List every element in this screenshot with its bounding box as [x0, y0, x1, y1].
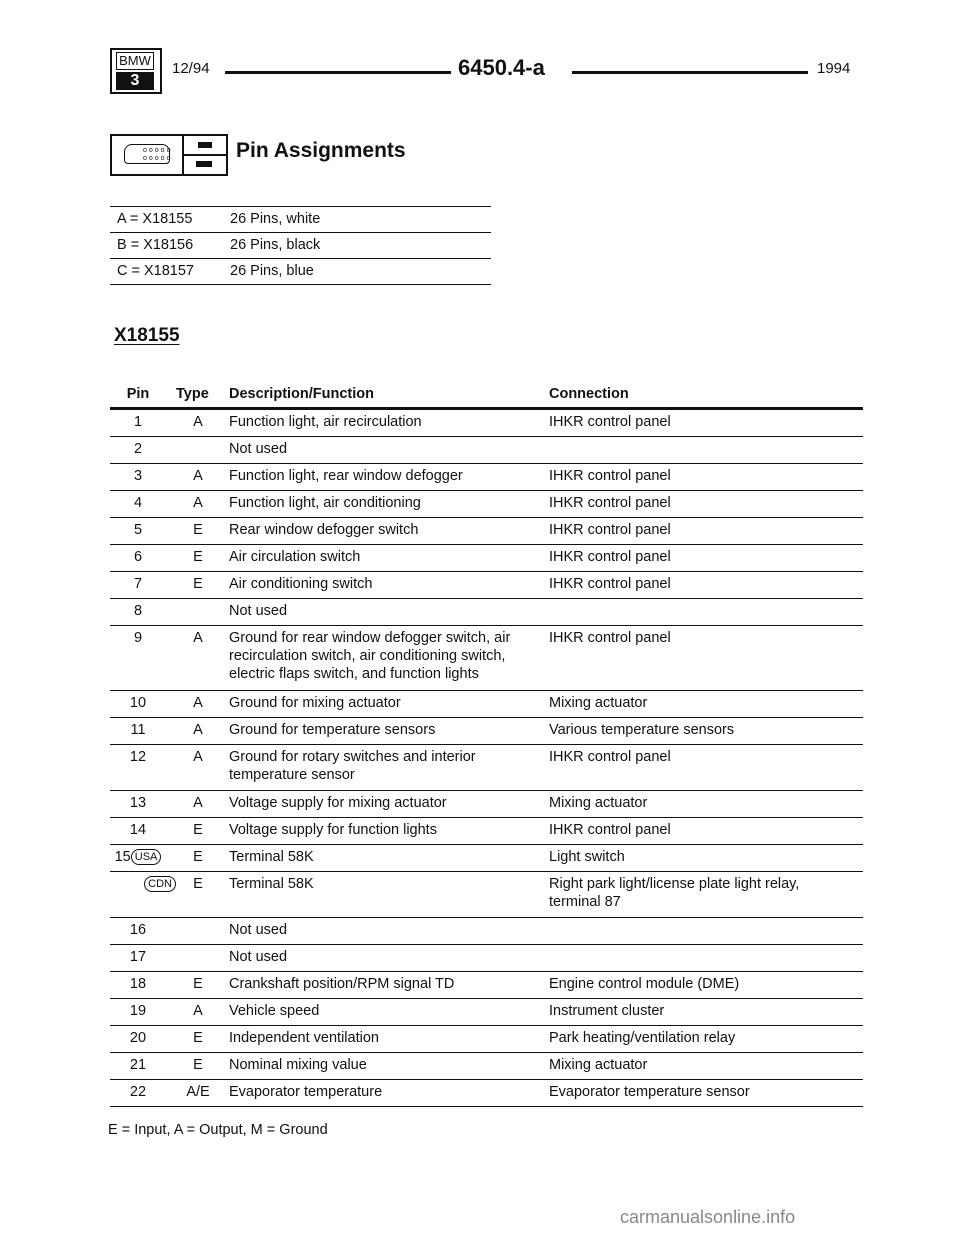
- table-row: [110, 626, 863, 691]
- pin-type: A: [193, 695, 203, 711]
- header-connection: Connection: [549, 386, 629, 402]
- pin-connection: Mixing actuator: [549, 695, 648, 711]
- pin-connection: Park heating/ventilation relay: [549, 1030, 736, 1046]
- pin-connection: Instrument cluster: [549, 1003, 665, 1019]
- pin-number: 22: [129, 1084, 147, 1100]
- section-title: Pin Assignments: [236, 139, 406, 162]
- pin-connection: IHKR control panel: [549, 495, 671, 511]
- table-row: [110, 437, 863, 464]
- table-row: [110, 410, 863, 437]
- pin-number: 1: [133, 414, 143, 430]
- table-row: [110, 972, 863, 999]
- connector-desc: 26 Pins, blue: [230, 263, 314, 279]
- pin-type: A: [193, 495, 203, 511]
- connector-id: C = X18157: [117, 263, 194, 279]
- table-row: [110, 1080, 863, 1107]
- pin-description: Ground for rotary switches and interior temperature sensor: [229, 749, 476, 783]
- pin-number: 3: [133, 468, 143, 484]
- pin-description: Terminal 58K: [229, 849, 314, 865]
- pin-description: Not used: [229, 949, 288, 965]
- table-row: [110, 718, 863, 745]
- pin-number: 15: [114, 849, 131, 865]
- pin-number: 5: [133, 522, 143, 538]
- table-row: [110, 791, 863, 818]
- pin-connection: IHKR control panel: [549, 576, 671, 592]
- pin-description: Function light, rear window defogger: [229, 468, 463, 484]
- pin-number: 12: [129, 749, 147, 765]
- pin-type: A: [193, 414, 203, 430]
- pin-type: E: [193, 576, 203, 592]
- connector-row: [110, 207, 491, 233]
- header-type: Type: [176, 386, 209, 402]
- pin-description: Ground for temperature sensors: [229, 722, 436, 738]
- connector-row: [110, 233, 491, 259]
- pin-description: Not used: [229, 441, 288, 457]
- pin-type: A: [193, 468, 203, 484]
- table-row: [110, 545, 863, 572]
- pin-number: 18: [129, 976, 147, 992]
- header-date: 12/94: [172, 60, 210, 77]
- pin-connection: Evaporator temperature sensor: [549, 1084, 750, 1100]
- header-rule-left: [225, 71, 451, 74]
- pin-number: 17: [129, 949, 147, 965]
- pin-type: E: [193, 1030, 203, 1046]
- pin-type: E: [193, 549, 203, 565]
- pin-number: 4: [133, 495, 143, 511]
- header-rule-right: [572, 71, 808, 74]
- pin-connection: IHKR control panel: [549, 749, 671, 765]
- pin-description: Voltage supply for function lights: [229, 822, 437, 838]
- table-row: [110, 599, 863, 626]
- table-row: [110, 572, 863, 599]
- header-year: 1994: [817, 60, 851, 77]
- pin-connection: IHKR control panel: [549, 468, 671, 484]
- pin-connection: Various temperature sensors: [549, 722, 735, 738]
- pin-type: E: [193, 1057, 203, 1073]
- pin-type: E: [193, 822, 203, 838]
- pin-description: Rear window defogger switch: [229, 522, 419, 538]
- connector-id: A = X18155: [117, 211, 193, 227]
- pin-connection: Engine control module (DME): [549, 976, 740, 992]
- logo-series: 3: [116, 72, 154, 90]
- pin-connection: Mixing actuator: [549, 1057, 648, 1073]
- table-row: [110, 818, 863, 845]
- connector-id: B = X18156: [117, 237, 194, 253]
- pin-description: Nominal mixing value: [229, 1057, 367, 1073]
- pin-type: A: [193, 1003, 203, 1019]
- pin-number: 10: [129, 695, 147, 711]
- table-row: [110, 845, 863, 872]
- pin-number: 21: [129, 1057, 147, 1073]
- pin-description: Function light, air recirculation: [229, 414, 422, 430]
- pin-number: 11: [130, 722, 146, 738]
- pin-connection: Mixing actuator: [549, 795, 648, 811]
- pin-type: E: [193, 876, 203, 892]
- pin-number-with-country: [110, 875, 176, 893]
- pin-connection: IHKR control panel: [549, 414, 671, 430]
- table-row: [110, 999, 863, 1026]
- socket-icon: [196, 161, 212, 167]
- pin-description: Evaporator temperature: [229, 1084, 383, 1100]
- header-description: Description/Function: [229, 386, 374, 402]
- pin-type: A: [193, 722, 203, 738]
- pin-description: Independent ventilation: [229, 1030, 379, 1046]
- pin-description: Vehicle speed: [229, 1003, 320, 1019]
- pin-connection: IHKR control panel: [549, 549, 671, 565]
- pin-number-with-country: [110, 848, 166, 866]
- pin-description: Not used: [229, 603, 288, 619]
- pin-type: A/E: [186, 1084, 210, 1100]
- connector-desc: 26 Pins, black: [230, 237, 321, 253]
- table-row: [110, 464, 863, 491]
- table-row: [110, 945, 863, 972]
- pin-type: A: [193, 630, 203, 646]
- logo-brand: BMW: [116, 52, 154, 70]
- connector-row: [110, 259, 491, 285]
- connector-housing-icon: ooooo ooooo: [124, 144, 170, 164]
- table-row: [110, 918, 863, 945]
- pin-number: 19: [129, 1003, 147, 1019]
- plug-icon: [198, 142, 212, 148]
- pin-connection: Light switch: [549, 849, 625, 865]
- country-badge-usa: USA: [131, 849, 162, 865]
- pin-description: Ground for rear window defogger switch, air recirculation switch, air conditioning switch, electric flaps switch, and function lights: [229, 630, 511, 682]
- pin-type: A: [193, 795, 203, 811]
- connector-pin-icon: [110, 134, 228, 176]
- pin-description: Voltage supply for mixing actuator: [229, 795, 447, 811]
- pin-description: Air conditioning switch: [229, 576, 373, 592]
- table-row: [110, 518, 863, 545]
- pin-connection: IHKR control panel: [549, 822, 671, 838]
- table-row: [110, 491, 863, 518]
- pin-connection: IHKR control panel: [549, 522, 671, 538]
- pin-number: 13: [129, 795, 147, 811]
- pin-type: E: [193, 849, 203, 865]
- pin-description: Ground for mixing actuator: [229, 695, 401, 711]
- pin-type: A: [193, 749, 203, 765]
- pin-number: 9: [133, 630, 143, 646]
- table-row: [110, 745, 863, 791]
- pin-number: 2: [133, 441, 143, 457]
- pin-number: 7: [133, 576, 143, 592]
- pin-number: 14: [129, 822, 147, 838]
- type-legend-footnote: E = Input, A = Output, M = Ground: [108, 1122, 328, 1138]
- pin-description: Terminal 58K: [229, 876, 314, 892]
- pin-number: 16: [129, 922, 147, 938]
- pin-number: 20: [129, 1030, 147, 1046]
- pin-number: 8: [133, 603, 143, 619]
- pin-description: Function light, air conditioning: [229, 495, 421, 511]
- pin-description: Air circulation switch: [229, 549, 361, 565]
- country-badge-cdn: CDN: [144, 876, 176, 892]
- watermark: carmanualsonline.info: [620, 1207, 796, 1227]
- pin-table: [110, 410, 863, 1107]
- pin-number: 6: [133, 549, 143, 565]
- table-row: [110, 1053, 863, 1080]
- table-row: [110, 691, 863, 718]
- header-pin: Pin: [126, 386, 150, 402]
- table-row: [110, 872, 863, 918]
- pin-type: E: [193, 522, 203, 538]
- connector-desc: 26 Pins, white: [230, 211, 321, 227]
- table-row: [110, 1026, 863, 1053]
- pin-connection: Right park light/license plate light relay, terminal 87: [549, 876, 800, 910]
- doc-number: 6450.4-a: [458, 55, 545, 80]
- pin-connection: IHKR control panel: [549, 630, 671, 646]
- connector-summary-table: [110, 206, 491, 285]
- pin-type: E: [193, 976, 203, 992]
- pin-description: Not used: [229, 922, 288, 938]
- connector-title: X18155: [114, 325, 180, 346]
- pin-description: Crankshaft position/RPM signal TD: [229, 976, 455, 992]
- bmw-3-series-logo: [110, 48, 162, 94]
